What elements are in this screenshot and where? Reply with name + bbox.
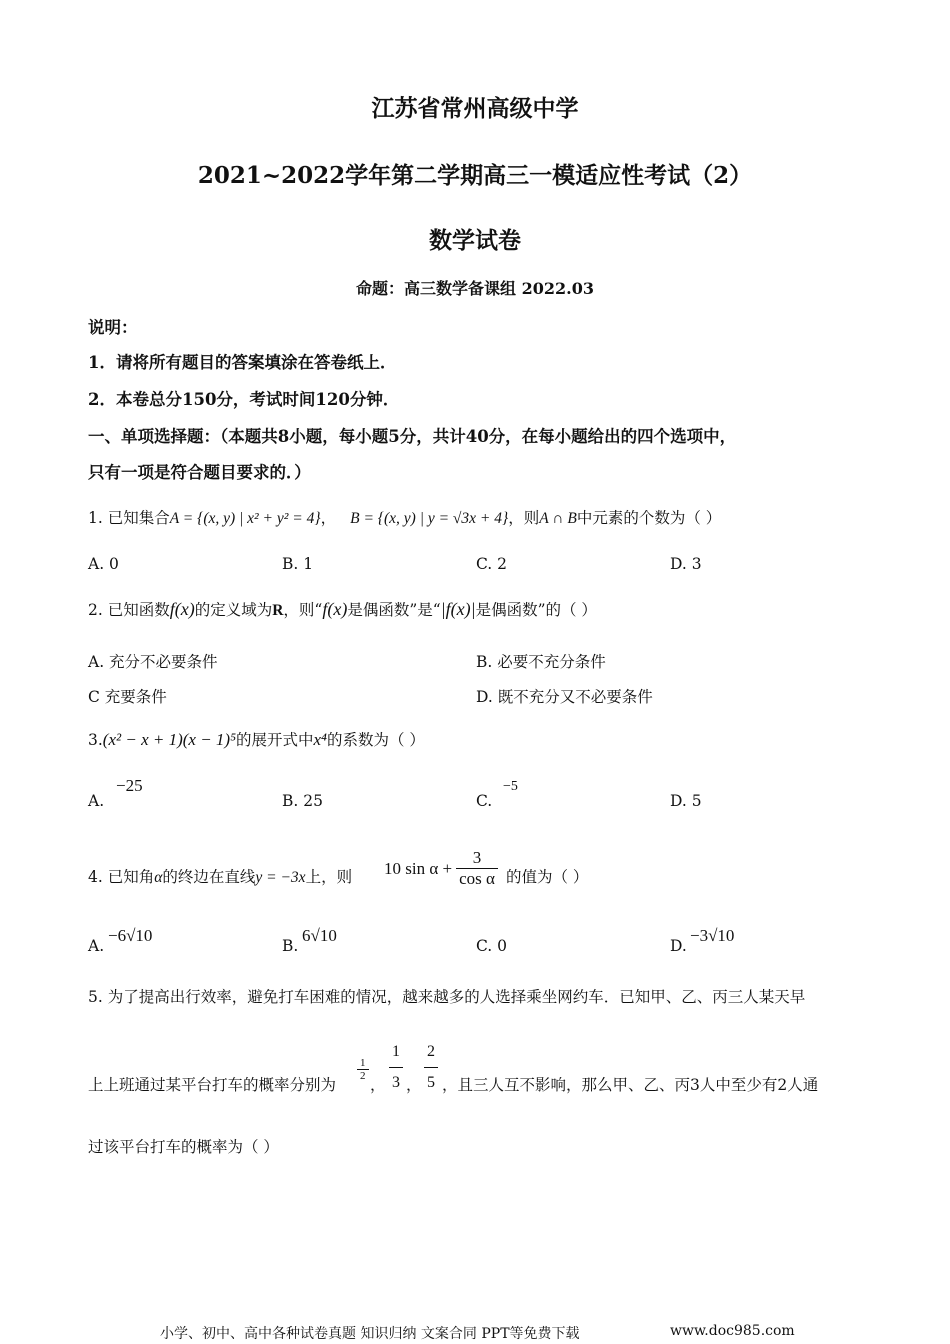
q3-prefix: 3. — [88, 731, 103, 749]
q4-alpha: α — [154, 869, 163, 886]
q1-option-d: D. 3 — [670, 555, 702, 573]
q3-option-d: D. 5 — [670, 792, 702, 810]
q1-prefix: 1. 已知集合 — [88, 509, 170, 527]
author-line: 命题：高三数学备课组 2022.03 — [356, 279, 594, 298]
q2-fx-2: f(x) — [322, 599, 348, 619]
q2-prefix: 2. 已知函数 — [88, 601, 170, 619]
q4-option-c: C. 0 — [476, 937, 508, 955]
exam-title: 2021~2022学年第二学期高三一模适应性考试（2） — [197, 162, 753, 189]
section-heading-line2: 只有一项是符合题目要求的．） — [88, 463, 311, 482]
question-1 — [88, 506, 721, 528]
q1-option-c: C. 2 — [476, 555, 508, 573]
q5-prob-2 — [387, 1043, 405, 1092]
q3-option-b: B. 25 — [282, 792, 323, 810]
q2-option-b: B. 必要不充分条件 — [476, 653, 606, 671]
q5-line-2b: ，且三人互不影响，那么甲、乙、丙3人中至少有2人通 — [442, 1076, 819, 1094]
q2-suffix: 是偶函数”的（ ） — [475, 601, 597, 619]
q4-mid1: 的终边在直线 — [162, 868, 256, 886]
q2-option-c: C 充要条件 — [88, 688, 167, 706]
q1-expr: A ∩ B — [539, 510, 577, 527]
q2-mid1: 的定义域为 — [194, 601, 273, 619]
q1-sep: ， — [320, 509, 337, 527]
q5-p2-den: 3 — [389, 1067, 403, 1092]
q2-mid3: 是偶函数”是“ — [347, 601, 441, 619]
q3-mid: 的展开式中 — [236, 731, 314, 749]
q5-p3-den: 5 — [424, 1067, 438, 1092]
q3-option-c-value: −5 — [503, 779, 518, 794]
q4-expr-a: 10 sin α + — [384, 858, 453, 878]
q4-option-d-value: −3√10 — [690, 926, 735, 945]
paper-title: 数学试卷 — [429, 227, 521, 254]
q4-suffix: 的值为（ ） — [506, 868, 589, 886]
note-item-2: 2．本卷总分150分，考试时间120分钟． — [88, 390, 400, 409]
q1-then: ，则 — [508, 509, 540, 527]
q4-line: y = −3x — [255, 869, 306, 886]
q2-fx: f(x) — [169, 599, 195, 619]
q2-mid2: ，则“ — [283, 601, 323, 619]
q5-comma-2: ， — [406, 1076, 422, 1094]
q4-option-b-value: 6√10 — [302, 926, 337, 945]
footer-text: 小学、初中、高中各种试卷真题 知识归纳 文案合同 PPT等免费下载 — [160, 1326, 580, 1342]
question-3 — [88, 728, 425, 750]
q5-p3-num: 2 — [427, 1043, 435, 1060]
q1-option-b: B. 1 — [282, 555, 314, 573]
q3-term: x⁴ — [313, 730, 327, 749]
q2-option-a: A. 充分不必要条件 — [88, 653, 218, 671]
q3-expr: (x² − x + 1)(x − 1)⁵ — [102, 730, 236, 749]
q5-p1-num: 1 — [360, 1057, 366, 1069]
q3-suffix: 的系数为（ ） — [326, 731, 425, 749]
question-2 — [88, 598, 597, 620]
section-heading-line1: 一、单项选择题：（本题共8小题，每小题5分，共计40分，在每小题给出的四个选项中， — [88, 427, 737, 446]
q4-option-a-value: −6√10 — [108, 926, 153, 945]
question-4-start — [88, 865, 352, 887]
q5-comma-1: ， — [370, 1076, 386, 1094]
q4-expression — [384, 848, 500, 889]
note-item-1: 1．请将所有题目的答案填涂在答卷纸上． — [88, 353, 397, 372]
q4-frac-den: cos α — [456, 868, 498, 889]
q5-line-3: 过该平台打车的概率为（ ） — [88, 1138, 279, 1156]
q1-option-a: A. 0 — [88, 555, 119, 573]
q4-prefix: 4. 已知角 — [88, 868, 155, 886]
q5-prob-3 — [422, 1043, 440, 1092]
q4-fraction — [456, 848, 498, 889]
q4-option-d-label: D. — [670, 937, 687, 955]
q1-suffix: 中元素的个数为（ ） — [576, 509, 722, 527]
q2-option-d: D. 既不充分又不必要条件 — [476, 688, 653, 706]
notes-label: 说明： — [88, 318, 138, 337]
q5-p1-den: 2 — [357, 1069, 369, 1082]
q1-set-b: B = {(x, y) | y = √3x + 4} — [350, 510, 509, 527]
q5-line-1: 5. 为了提高出行效率，避免打车困难的情况，越来越多的人选择乘坐网约车．已知甲、乙、丙三人某天早 — [88, 988, 806, 1006]
q4-option-b-label: B. — [282, 937, 299, 955]
q5-prob-1 — [355, 1057, 371, 1082]
q5-p2-num: 1 — [392, 1043, 400, 1060]
q4-frac-num: 3 — [472, 848, 482, 867]
school-title: 江苏省常州高级中学 — [371, 95, 579, 122]
q1-set-a: A = {(x, y) | x² + y² = 4} — [169, 510, 321, 527]
q3-option-a-label: A. — [88, 792, 105, 810]
q2-R: R — [272, 602, 284, 619]
q3-option-a-value: −25 — [116, 776, 143, 795]
q5-line-2a: 上上班通过某平台打车的概率分别为 — [88, 1076, 337, 1094]
q3-option-c-label: C. — [476, 792, 493, 810]
q2-abs-fx: |f(x)| — [440, 599, 476, 619]
q4-option-a-label: A. — [88, 937, 105, 955]
q4-mid2: 上，则 — [305, 868, 353, 886]
footer-url[interactable]: www.doc985.com — [670, 1323, 795, 1339]
